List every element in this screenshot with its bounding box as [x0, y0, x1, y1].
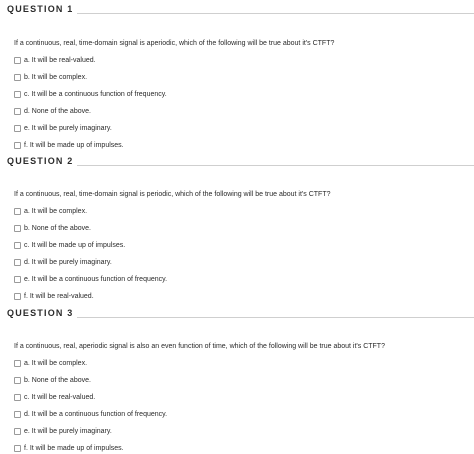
option-label: c. It will be made up of impulses. [24, 241, 126, 249]
question-header [0, 155, 474, 169]
checkbox-icon[interactable] [14, 411, 21, 418]
option-e[interactable] [14, 426, 112, 436]
option-label: d. It will be purely imaginary. [24, 258, 112, 266]
checkbox-icon[interactable] [14, 394, 21, 401]
option-label: f. It will be real-valued. [24, 292, 94, 300]
option-d[interactable] [14, 257, 112, 267]
question-text: If a continuous, real, time-domain signal is periodic, which of the following will be true about it's CTFT? [14, 191, 331, 198]
question-3 [0, 307, 474, 452]
option-c[interactable] [14, 89, 167, 99]
option-label: e. It will be purely imaginary. [24, 427, 112, 435]
checkbox-icon[interactable] [14, 74, 21, 81]
checkbox-icon[interactable] [14, 293, 21, 300]
checkbox-icon[interactable] [14, 108, 21, 115]
option-d[interactable] [14, 106, 91, 116]
option-b[interactable] [14, 223, 91, 233]
option-label: b. It will be complex. [24, 73, 88, 81]
option-label: f. It will be made up of impulses. [24, 444, 124, 452]
question-2 [0, 155, 474, 300]
option-label: a. It will be complex. [24, 207, 88, 215]
question-header [0, 3, 474, 17]
option-label: d. It will be a continuous function of frequency. [24, 410, 168, 418]
option-f[interactable] [14, 291, 94, 301]
checkbox-icon[interactable] [14, 259, 21, 266]
header-divider [7, 13, 474, 14]
checkbox-icon[interactable] [14, 91, 21, 98]
checkbox-icon[interactable] [14, 57, 21, 64]
checkbox-icon[interactable] [14, 225, 21, 232]
option-label: a. It will be real-valued. [24, 56, 96, 64]
question-text: If a continuous, real, aperiodic signal is also an even function of time, which of the following will be true about it's CTFT? [14, 343, 385, 350]
question-text: If a continuous, real, time-domain signal is aperiodic, which of the following will be true about it's CTFT? [14, 40, 335, 47]
option-b[interactable] [14, 375, 91, 385]
option-label: a. It will be complex. [24, 359, 88, 367]
checkbox-icon[interactable] [14, 125, 21, 132]
option-e[interactable] [14, 274, 167, 284]
option-a[interactable] [14, 358, 87, 368]
option-label: b. None of the above. [24, 376, 91, 384]
question-title: QUESTION 1 [7, 3, 77, 15]
question-header [0, 307, 474, 321]
option-label: e. It will be purely imaginary. [24, 124, 112, 132]
option-e[interactable] [14, 123, 112, 133]
checkbox-icon[interactable] [14, 377, 21, 384]
option-a[interactable] [14, 206, 87, 216]
checkbox-icon[interactable] [14, 276, 21, 283]
option-b[interactable] [14, 72, 87, 82]
checkbox-icon[interactable] [14, 242, 21, 249]
option-label: f. It will be made up of impulses. [24, 141, 124, 149]
option-f[interactable] [14, 443, 124, 453]
option-c[interactable] [14, 240, 125, 250]
checkbox-icon[interactable] [14, 360, 21, 367]
option-a[interactable] [14, 55, 96, 65]
option-c[interactable] [14, 392, 95, 402]
option-label: c. It will be a continuous function of frequency. [24, 90, 167, 98]
header-divider [7, 317, 474, 318]
option-d[interactable] [14, 409, 167, 419]
question-title: QUESTION 3 [7, 307, 77, 319]
question-title: QUESTION 2 [7, 155, 77, 167]
option-label: e. It will be a continuous function of frequency. [24, 275, 168, 283]
question-1 [0, 3, 474, 149]
option-label: c. It will be real-valued. [24, 393, 96, 401]
checkbox-icon[interactable] [14, 142, 21, 149]
checkbox-icon[interactable] [14, 428, 21, 435]
option-f[interactable] [14, 140, 124, 150]
option-label: d. None of the above. [24, 107, 91, 115]
header-divider [7, 165, 474, 166]
option-label: b. None of the above. [24, 224, 91, 232]
checkbox-icon[interactable] [14, 445, 21, 452]
checkbox-icon[interactable] [14, 208, 21, 215]
